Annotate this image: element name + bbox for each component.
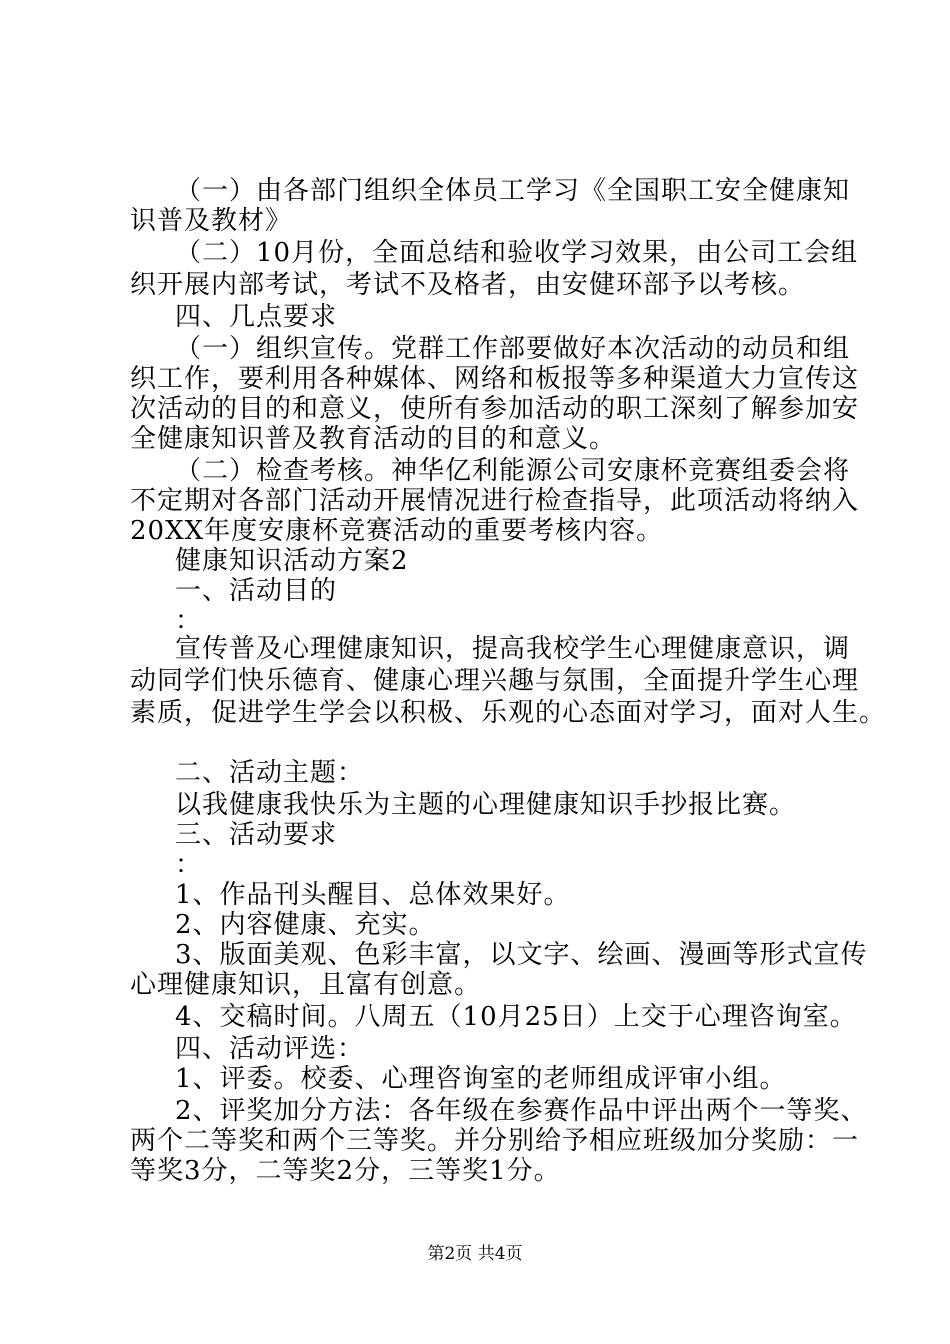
text-line: 两个二等奖和两个三等奖。并分别给予相应班级加分奖励：一 [130,1126,860,1156]
text-line: 织开展内部考试，考试不及格者，由安健环部予以考核。 [130,270,806,300]
document-subtitle: 健康知识活动方案2 [175,546,409,576]
text-line: 不定期对各部门活动开展情况进行检查指导，此项活动将纳入 [130,486,860,516]
list-item: 4、交稿时间。八周五（10月25日）上交于心理咨询室。 [175,1002,857,1032]
text-line: ： [175,606,203,636]
section-heading: 二、活动主题： [175,758,365,788]
section-heading: 四、几点要求 [175,302,338,332]
list-item: 1、作品刊头醒目、总体效果好。 [175,880,571,910]
text-line: 次活动的目的和意义，使所有参加活动的职工深刻了解参加安 [130,394,860,424]
text-line: （二）10月份，全面总结和验收学习效果，由公司工会组 [175,238,859,268]
text-line: 心理健康知识，且富有创意。 [130,970,482,1000]
list-item: 3、版面美观、色彩丰富，以文字、绘画、漫画等形式宣传 [175,940,868,970]
list-item: 2、内容健康、充实。 [175,910,436,940]
text-line: 动同学们快乐德育、健康心理兴趣与氛围，全面提升学生心理 [130,666,860,696]
text-line: （一）由各部门组织全体员工学习《全国职工安全健康知 [175,176,851,206]
text-line: ： [175,850,203,880]
text-line: 20XX年度安康杯竞赛活动的重要考核内容。 [130,516,664,546]
section-heading: 三、活动要求 [175,820,338,850]
list-item: 2、评奖加分方法：各年级在参赛作品中评出两个一等奖、 [175,1096,868,1126]
page-footer: 第2页 共4页 [427,1244,523,1264]
text-line: 素质，促进学生学会以积极、乐观的心态面对学习，面对人生。 [130,698,887,728]
text-line: 宣传普及心理健康知识，提高我校学生心理健康意识，调 [175,634,851,664]
text-line: 识普及教材》 [130,206,293,236]
text-line: 等奖3分，二等奖2分，三等奖1分。 [130,1156,561,1186]
list-item: 1、评委。校委、心理咨询室的老师组成评审小组。 [175,1064,787,1094]
text-line: （一）组织宣传。党群工作部要做好本次活动的动员和组 [175,334,851,364]
section-heading: 四、活动评选： [175,1034,365,1064]
text-line: （二）检查考核。神华亿利能源公司安康杯竞赛组委会将 [175,456,851,486]
text-line: 全健康知识普及教育活动的目的和意义。 [130,424,617,454]
text-line: 织工作，要利用各种媒体、网络和板报等多种渠道大力宣传这 [130,364,860,394]
text-line: 以我健康我快乐为主题的心理健康知识手抄报比赛。 [175,790,797,820]
section-heading: 一、活动目的 [175,576,338,606]
